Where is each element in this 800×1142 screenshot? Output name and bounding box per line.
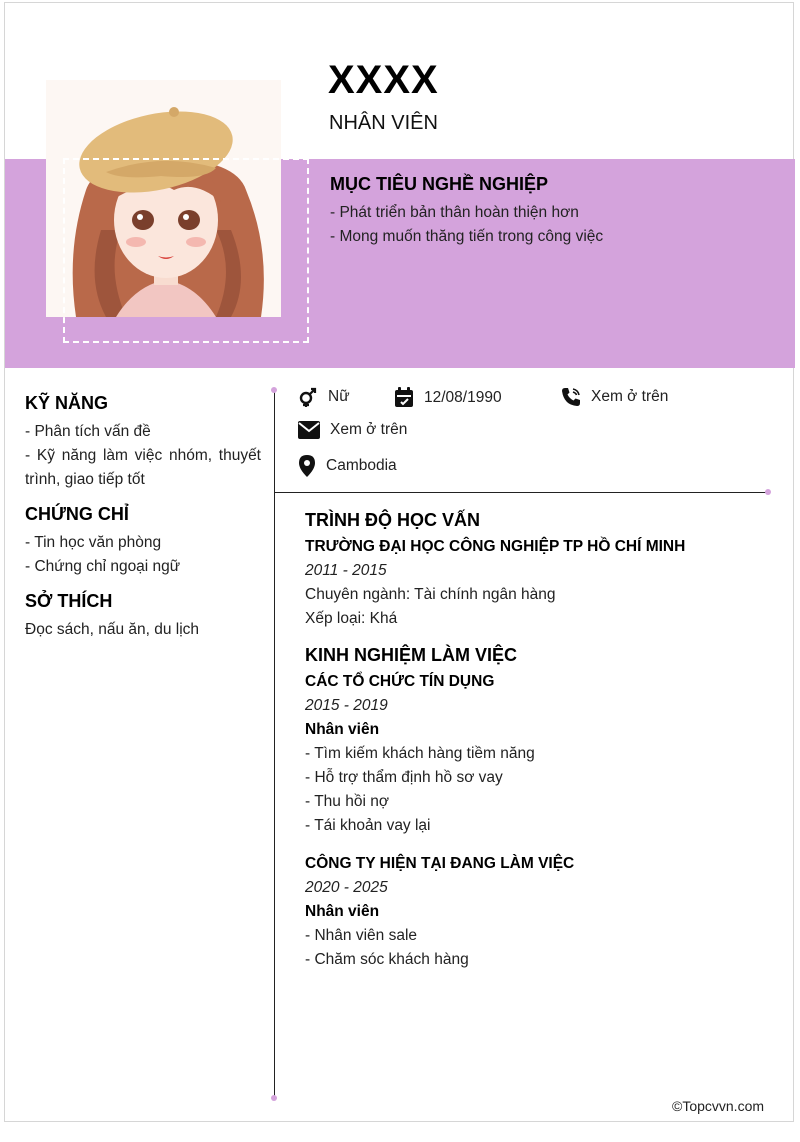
divider-dot	[765, 489, 771, 495]
email-info	[298, 421, 407, 439]
candidate-role: NHÂN VIÊN	[329, 112, 438, 134]
vertical-divider	[274, 390, 275, 1098]
certificates-title: CHỨNG CHỈ	[25, 504, 129, 524]
education-title: TRÌNH ĐỘ HỌC VẤN	[305, 510, 480, 530]
email-icon	[298, 421, 320, 439]
experience-title: KINH NGHIỆM LÀM VIỆC	[305, 645, 518, 665]
job-position: Nhân viên	[305, 903, 380, 920]
objective-line: - Phát triển bản thân hoàn thiện hơn	[330, 204, 579, 221]
education-major: Chuyên ngành: Tài chính ngân hàng	[305, 586, 556, 603]
school-name: TRƯỜNG ĐẠI HỌC CÔNG NGHIỆP TP HỒ CHÍ MINH	[305, 538, 686, 555]
photo-frame	[63, 158, 309, 343]
objective-line: - Mong muốn thăng tiến trong công việc	[330, 228, 604, 245]
phone-icon	[561, 387, 581, 407]
divider-dot	[271, 1095, 277, 1101]
certificate-item: - Chứng chỉ ngoại ngữ	[25, 558, 181, 575]
candidate-name: XXXX	[328, 58, 439, 102]
certificates-section	[25, 504, 261, 579]
horizontal-divider	[274, 492, 768, 493]
birthday-info	[394, 387, 502, 408]
gender-text: Nữ	[328, 388, 350, 405]
certificate-item: - Tin học văn phòng	[25, 534, 162, 551]
job-company: CÔNG TY HIỆN TẠI ĐANG LÀM VIỆC	[305, 855, 575, 872]
job-company: CÁC TỔ CHỨC TÍN DỤNG	[305, 673, 495, 690]
job-entry	[305, 852, 775, 972]
email-text: Xem ở trên	[330, 421, 408, 438]
job-period: 2020 - 2025	[305, 879, 388, 896]
job-position: Nhân viên	[305, 721, 380, 738]
right-column	[305, 510, 775, 986]
job-task: - Hỗ trợ thẩm định hồ sơ vay	[305, 769, 503, 786]
skills-section	[25, 393, 261, 492]
hobbies-title: SỞ THÍCH	[25, 591, 113, 611]
phone-text: Xem ở trên	[591, 388, 669, 405]
job-task: - Nhân viên sale	[305, 927, 418, 944]
education-period: 2011 - 2015	[305, 562, 387, 579]
skill-item: - Kỹ năng làm việc nhóm, thuyết trình, giao tiếp tốt	[25, 447, 261, 488]
skills-title: KỸ NĂNG	[25, 393, 109, 413]
experience-section	[305, 645, 775, 972]
birthday-text: 12/08/1990	[424, 388, 502, 406]
address-info	[298, 455, 397, 477]
job-period: 2015 - 2019	[305, 697, 388, 714]
hobbies-text: Đọc sách, nấu ăn, du lịch	[25, 621, 200, 638]
location-icon	[298, 455, 316, 477]
job-entry	[305, 670, 775, 838]
education-section	[305, 510, 775, 631]
address-text: Cambodia	[326, 457, 397, 474]
calendar-icon	[394, 387, 414, 408]
job-task: - Thu hồi nợ	[305, 793, 389, 810]
education-grade: Xếp loại: Khá	[305, 610, 398, 627]
skill-item: - Phân tích vấn đề	[25, 423, 151, 440]
job-task: - Tìm kiếm khách hàng tiềm năng	[305, 745, 535, 762]
hobbies-section	[25, 591, 261, 642]
gender-info	[298, 387, 350, 407]
phone-info	[561, 387, 668, 407]
job-task: - Chăm sóc khách hàng	[305, 951, 469, 968]
objective-title: MỤC TIÊU NGHỀ NGHIỆP	[330, 174, 549, 194]
objective-section	[330, 174, 770, 249]
divider-dot	[271, 387, 277, 393]
gender-icon	[298, 387, 318, 407]
left-column	[25, 393, 261, 654]
copyright: ©Topcvvn.com	[672, 1098, 765, 1114]
job-task: - Tái khoản vay lại	[305, 817, 431, 834]
